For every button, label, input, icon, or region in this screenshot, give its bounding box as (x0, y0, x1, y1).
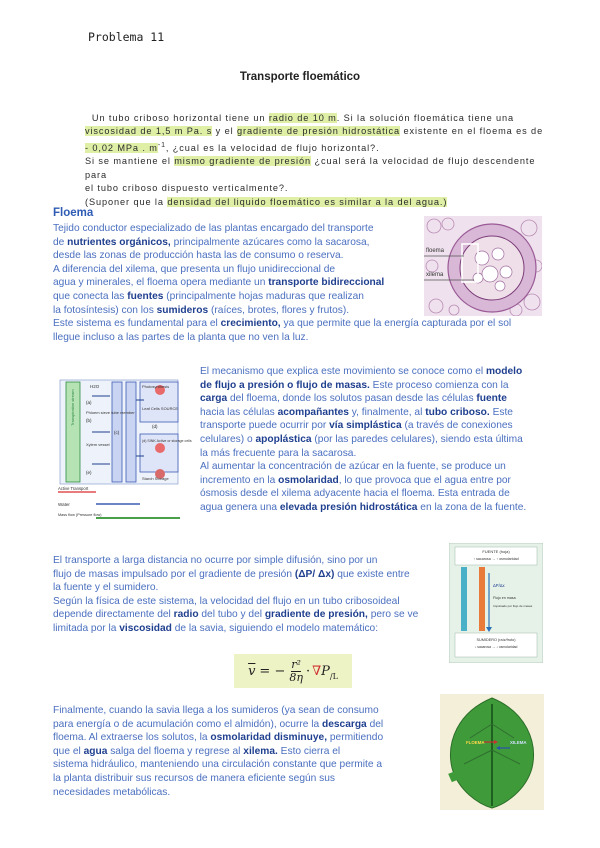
body-text: El mecanismo que explica este movimiento se conoce como el (200, 366, 486, 377)
body-text: ya que permite que la energía capturada por el sol (280, 318, 512, 330)
body-text: de (53, 236, 68, 248)
emphasis-text: osmolaridad (278, 474, 339, 486)
formula-denominator: 8η (289, 670, 303, 684)
body-text: permitiendo (327, 732, 384, 744)
emphasis-text: (ΔP/ Δx) (294, 568, 335, 580)
emphasis-text: xilema. (243, 745, 278, 757)
body-text: (a través de conexiones (401, 420, 513, 432)
body-text: necesidades metabólicas. (53, 786, 171, 798)
emphasis-text: fuente (476, 393, 507, 405)
cross-section-label-floema: floema (426, 248, 445, 254)
text-line (200, 379, 580, 393)
diagram-legend-massflow: Mass flow (Pressure flow) (58, 513, 102, 517)
body-text: Este sistema es fundamental para el (53, 318, 221, 330)
body-text: de la savia, siguiendo el modelo matemático: (171, 622, 379, 634)
body-text: para energía o de acumulación como el almidón), ocurre la (53, 718, 322, 730)
body-text: incremento en la (200, 474, 279, 486)
body-text: depende directamente del (53, 609, 174, 621)
leaf-diagram (440, 694, 544, 810)
body-text: Tejido conductor especializado de las plantas encargado del transporte (53, 223, 374, 234)
diagram-label-a: (a) (86, 400, 92, 405)
emphasis-text: gradiente de presión, (264, 609, 368, 621)
emphasis-text: elevada presión hidrostática (279, 501, 418, 513)
emphasis-text: sumideros (156, 304, 209, 316)
body-text: la planta distribuir sus recursos de manera eficiente según sus (53, 772, 336, 784)
side-label-source: FUENTE (hoja) (482, 549, 510, 554)
diagram-legend-active: Active Transport (58, 486, 89, 491)
emphasis-text: tubo criboso. (425, 406, 490, 418)
emphasis-text: agua (83, 745, 108, 757)
body-text: sistema hidráulico, manteniendo una circulación constante que permite a (53, 759, 383, 771)
cross-section-label-xilema: xilema (426, 272, 444, 278)
body-text: la fuente y el sumidero. (53, 582, 159, 594)
body-text: principalmente azúcares como la sacarosa, (170, 236, 370, 248)
problem-line: el tubo criboso dispuesto verticalmente?. (85, 183, 289, 194)
emphasis-text: carga (200, 393, 228, 405)
body-text: Esto cierra el (277, 745, 341, 757)
body-text: floema. Al extraerse los solutos, la (53, 732, 211, 744)
text-line (53, 758, 413, 772)
text-line (53, 595, 423, 609)
text-line (53, 704, 413, 718)
body-text: hacia las células (200, 406, 278, 418)
massflow-paragraph (200, 365, 580, 515)
text-line (200, 474, 580, 488)
body-text: (raíces, brotes, flores y frutos). (208, 304, 350, 316)
body-text: El transporte a larga distancia no ocurre por simple difusión, sino por un (53, 555, 378, 566)
side-label-driven: Impulsado por flujo de masas (493, 604, 533, 608)
emphasis-text: modelo (485, 366, 523, 377)
text-line (200, 501, 580, 515)
diagram-label-xylem: Xylem vessel (86, 442, 110, 447)
body-text: Al aumentar la concentración de azúcar en la fuente, se produce un (200, 461, 506, 473)
body-text: pero se ve (367, 609, 419, 621)
text-line (200, 460, 580, 474)
descarga-paragraph (53, 704, 413, 799)
problem-line: (Suponer que la densidad del liquido floemático es similar a la del agua.) (85, 196, 448, 207)
page-title: Transporte floemático (239, 71, 361, 83)
body-text: del floema, donde los solutos pasan desde las células (227, 393, 477, 405)
text-line (200, 487, 580, 501)
diagram-label-sink: (d) SINK Active or storage cells (142, 439, 192, 443)
body-text: agua genera una (200, 501, 280, 513)
emphasis-text: nutrientes orgánicos, (67, 236, 171, 248)
body-text: A diferencia del xilema, que presenta un flujo unidireccional de (53, 263, 336, 275)
diagram-label-e: (e) (86, 470, 92, 475)
text-line (53, 786, 413, 800)
emphasis-text: osmolaridad disminuye, (210, 732, 328, 744)
body-text: Finalmente, cuando la savia llega a los sumideros (ya sean de consumo (53, 705, 379, 716)
text-line (53, 622, 423, 636)
text-line (200, 419, 580, 433)
emphasis-text: vía simplástica (329, 420, 402, 432)
body-text: transporte puede ocurrir por (200, 420, 330, 432)
emphasis-text: radio (173, 609, 199, 621)
side-label-gradient: ΔP/Δx (493, 583, 505, 588)
formula-numerator: r² (291, 657, 301, 671)
diagram-label-b: (b) (86, 418, 92, 423)
formula-subscript: /L (329, 671, 338, 681)
body-text: Según la física de este sistema, la velocidad del flujo en un tubo cribosoideal (53, 595, 400, 607)
text-line (200, 392, 580, 406)
problem-line: - 0,02 MPa . $m^{-1}$, ¿cual es la velocidad de flujo horizontal?. (85, 141, 380, 153)
diagram-label-photosynthesis: Photosynthesis (142, 384, 170, 389)
radio-paragraph (53, 554, 423, 636)
text-line (53, 331, 568, 345)
body-text: agua y minerales, el floema opera mediante un (53, 277, 269, 289)
body-text: y, finalmente, al (348, 406, 426, 418)
body-text: limitada por la (53, 622, 120, 634)
text-line (53, 731, 413, 745)
diagram-label-phloem: Phloem sieve tube member (86, 410, 135, 415)
problem-statement (85, 112, 555, 209)
problem-label: Problema 11 (88, 30, 165, 44)
formula-gradient: ∇P (312, 663, 330, 679)
diagram-label-source: Leaf Cells SOURCE (142, 406, 179, 411)
diagram-label-transpiration: Transpiration stream (70, 389, 75, 426)
text-line (200, 447, 580, 461)
text-line (53, 772, 413, 786)
text-line (53, 745, 413, 759)
diagram-legend-water: Water (58, 502, 70, 507)
body-text: llegue incluso a las partes de la planta que no ven la luz. (53, 331, 309, 343)
phloem-cross-section-image (424, 216, 542, 316)
body-text: desde las zonas de producción hasta las de consumo o reserva. (53, 250, 344, 262)
diagram-label-starch: Starch Storage (142, 476, 169, 481)
formula-lhs: $\overline{v}$ (248, 663, 256, 679)
body-text: la fotosíntesis) con los (53, 304, 157, 316)
emphasis-text: fuentes (127, 290, 164, 302)
emphasis-text: acompañantes (277, 406, 349, 418)
body-text: salga del floema y regrese al (107, 745, 244, 757)
text-line (200, 365, 580, 379)
diagram-label-c: (c) (114, 430, 120, 435)
emphasis-text: transporte bidireccional (268, 277, 385, 289)
body-text: Este (489, 406, 513, 418)
emphasis-text: viscosidad (119, 622, 172, 634)
emphasis-text: descarga (321, 718, 367, 730)
source-sink-diagram (449, 543, 543, 663)
body-text: flujo de masas impulsado por el gradiente de presión (53, 568, 295, 580)
leaf-label-floema: FLOEMA (466, 740, 485, 745)
side-label-source-osm: ↑ sacarosa → ↑ osmolaridad (473, 557, 519, 561)
body-text: del tubo y del (198, 609, 265, 621)
body-text: la más frecuente para la sacarosa. (200, 447, 357, 459)
body-text: (principalmente hojas maduras que realizan (163, 290, 364, 302)
emphasis-text: apoplástica (255, 433, 312, 445)
text-line (53, 568, 423, 582)
flow-formula: $\overline{v}$ = − $\frac{\text{r²}}{8\eta}$ · ∇P /L (234, 654, 352, 688)
side-label-flow: Flujo en masa (493, 596, 516, 600)
side-label-sink-osm: ↓ sacarosa → ↓ osmolaridad (474, 645, 518, 649)
body-text: que existe entre (334, 568, 410, 580)
problem-line: Si se mantiene el mismo gradiente de presión ¿cual será la velocidad de flujo descendente para (85, 156, 536, 180)
emphasis-text: crecimiento, (220, 318, 281, 330)
diagram-label-h2o: H2O (90, 384, 100, 389)
problem-line: Un tubo criboso horizontal tiene un radio de 10 m. Si la solución floemática tiene una (91, 113, 515, 123)
text-line (53, 554, 423, 568)
body-text: que el (53, 745, 84, 757)
body-text: celulares) o (200, 433, 256, 445)
body-text: Este proceso comienza con la (369, 379, 509, 391)
diagram-label-d: (d) (152, 424, 158, 429)
body-text: (por las paredes celulares), siendo esta última (311, 433, 523, 445)
text-line (53, 608, 423, 622)
text-line (200, 406, 580, 420)
mass-flow-diagram (52, 376, 192, 524)
emphasis-text: de flujo a presión o flujo de masas. (200, 379, 370, 391)
body-text: , lo que provoca que el agua entre por (338, 474, 511, 486)
section-heading-floema: Floema (53, 207, 94, 219)
problem-line: viscosidad de 1,5 m Pa. s y el gradiente de presión hidrostática existente en el floema es de (85, 126, 544, 137)
text-line (53, 718, 413, 732)
body-text: en la zona de la fuente. (417, 501, 527, 513)
text-line (53, 581, 423, 595)
side-label-sink: SUMIDERO (raíz/fruto) (476, 638, 516, 642)
body-text: del (366, 718, 384, 730)
text-line (200, 433, 580, 447)
leaf-label-xilema: XILEMA (510, 740, 527, 745)
body-text: ósmosis desde el xilema adyacente hacia el floema. Esta entrada de (200, 488, 510, 500)
text-line (53, 317, 568, 331)
body-text: que conecta las (53, 290, 128, 302)
